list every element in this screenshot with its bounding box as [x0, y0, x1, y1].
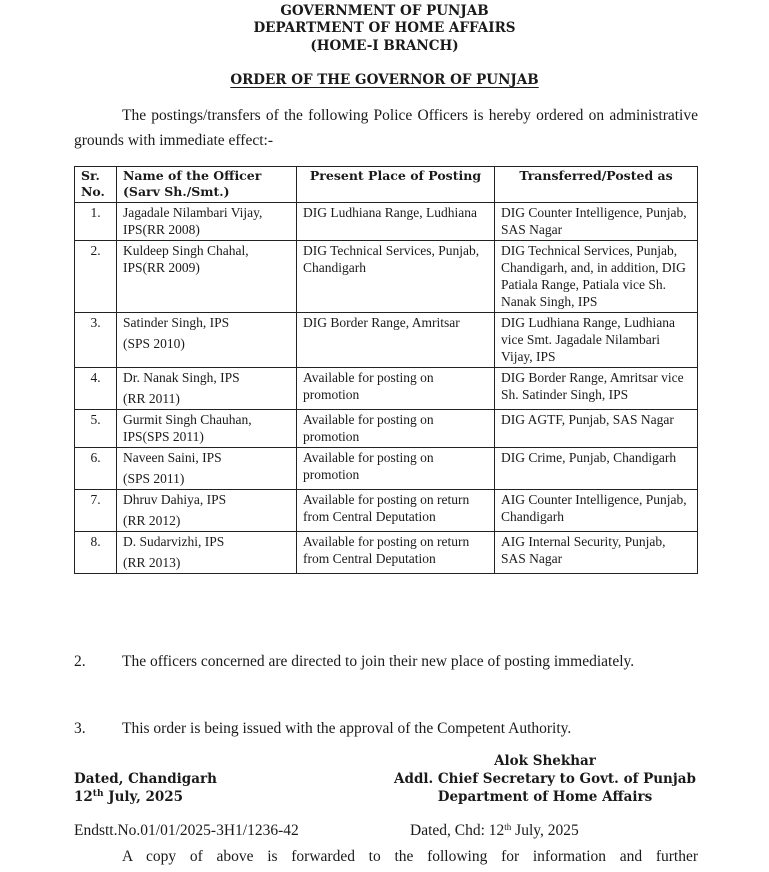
paragraph-text: The officers concerned are directed to join their new place of posting immediately.	[122, 653, 635, 670]
cell-sr: 7.	[75, 490, 117, 532]
cell-transferred-as: DIG Ludhiana Range, Ludhiana vice Smt. Jagadale Nilambari Vijay, IPS	[495, 313, 698, 368]
cell-present-posting: Available for posting on promotion	[297, 368, 495, 410]
signatory-name: Alok Shekhar	[494, 753, 596, 769]
table-row	[75, 241, 698, 313]
header-officer-name	[117, 167, 297, 203]
officer-name: D. Sudarvizhi, IPS	[123, 534, 225, 549]
cell-present-posting: Available for posting on promotion	[297, 410, 495, 448]
header-transferred-as: Transferred/Posted as	[495, 167, 698, 203]
officer-batch: (SPS 2010)	[123, 336, 185, 351]
table-row	[75, 410, 698, 448]
cell-officer-name	[117, 448, 297, 490]
postings-table	[74, 166, 698, 574]
cell-transferred-as: DIG Counter Intelligence, Punjab, SAS Nagar	[495, 203, 698, 241]
header-name-line2: (Sarv Sh./Smt.)	[123, 184, 230, 199]
paragraph-text: This order is being issued with the approval of the Competent Authority.	[122, 720, 572, 737]
cell-transferred-as: AIG Counter Intelligence, Punjab, Chandigarh	[495, 490, 698, 532]
cell-sr: 1.	[75, 203, 117, 241]
signatory-department: Department of Home Affairs	[437, 789, 653, 805]
officer-batch: (RR 2011)	[123, 391, 180, 406]
header-sr-no	[75, 167, 117, 203]
endorsement-date	[410, 820, 579, 842]
header-name-line1: Name of the Officer	[123, 168, 262, 183]
endorsement-date-prefix: Dated, Chd: 12	[410, 822, 505, 839]
officer-batch: (SPS 2011)	[123, 471, 185, 486]
date-suffix: th	[92, 789, 104, 799]
officer-batch: (RR 2012)	[123, 513, 181, 528]
cell-transferred-as: DIG Border Range, Amritsar vice Sh. Satinder Singh, IPS	[495, 368, 698, 410]
order-title-text: ORDER OF THE GOVERNOR OF PUNJAB	[230, 72, 539, 88]
officer-name: Dhruv Dahiya, IPS	[123, 492, 227, 507]
cell-officer-name	[117, 532, 297, 574]
table-row	[75, 532, 698, 574]
paragraph-3	[74, 716, 698, 741]
cell-transferred-as: DIG Technical Services, Punjab, Chandigarh, and, in addition, DIG Patiala Range, Patiala vice Sh. Nanak Singh, IPS	[495, 241, 698, 313]
cell-present-posting: DIG Border Range, Amritsar	[297, 313, 495, 368]
date-day: 12	[74, 789, 93, 805]
paragraph-number: 2.	[74, 653, 86, 670]
cell-sr: 5.	[75, 410, 117, 448]
cell-transferred-as: AIG Internal Security, Punjab, SAS Nagar	[495, 532, 698, 574]
cell-present-posting: DIG Technical Services, Punjab, Chandigarh	[297, 241, 495, 313]
cell-officer-name	[117, 368, 297, 410]
cell-present-posting: Available for posting on return from Central Deputation	[297, 532, 495, 574]
table-row	[75, 203, 698, 241]
cell-present-posting: Available for posting on promotion	[297, 448, 495, 490]
cell-officer-name	[117, 313, 297, 368]
officer-batch: (RR 2013)	[123, 555, 181, 570]
header-government: GOVERNMENT OF PUNJAB	[280, 3, 489, 19]
table-row	[75, 490, 698, 532]
dated-date	[74, 788, 217, 806]
table-row	[75, 313, 698, 368]
cell-transferred-as: DIG Crime, Punjab, Chandigarh	[495, 448, 698, 490]
table-row	[75, 448, 698, 490]
signatory-designation: Addl. Chief Secretary to Govt. of Punjab	[394, 771, 696, 787]
officer-name: Dr. Nanak Singh, IPS	[123, 370, 240, 385]
cell-sr: 3.	[75, 313, 117, 368]
cell-sr: 4.	[75, 368, 117, 410]
paragraph-2	[74, 649, 698, 674]
officer-name: Satinder Singh, IPS	[123, 315, 230, 330]
dated-block	[74, 770, 217, 806]
cell-sr: 6.	[75, 448, 117, 490]
dated-place: Dated, Chandigarh	[74, 771, 217, 787]
table-row	[75, 368, 698, 410]
header-sr-line2: No.	[81, 184, 105, 199]
cell-transferred-as: DIG AGTF, Punjab, SAS Nagar	[495, 410, 698, 448]
cell-officer-name: Kuldeep Singh Chahal, IPS(RR 2009)	[117, 241, 297, 313]
cell-officer-name: Gurmit Singh Chauhan, IPS(SPS 2011)	[117, 410, 297, 448]
cell-officer-name	[117, 490, 297, 532]
paragraph-number: 3.	[74, 720, 86, 737]
header-sr-line1: Sr.	[81, 168, 100, 183]
cell-present-posting: Available for posting on return from Central Deputation	[297, 490, 495, 532]
officer-name: Naveen Saini, IPS	[123, 450, 222, 465]
date-month-year: July, 2025	[108, 789, 184, 805]
table-header-row	[75, 167, 698, 203]
endorsement-date-rest: July, 2025	[515, 822, 579, 839]
endorsement-date-suffix: th	[504, 822, 512, 832]
endorsement-number: Endstt.No.01/01/2025-3H1/1236-42	[74, 822, 299, 839]
order-title	[0, 72, 769, 88]
signature-block	[380, 752, 710, 806]
header-branch: (HOME-I BRANCH)	[310, 38, 459, 54]
copy-forward-text: A copy of above is forwarded to the following for information and further	[122, 848, 698, 865]
cell-sr: 2.	[75, 241, 117, 313]
cell-sr: 8.	[75, 532, 117, 574]
intro-paragraph: The postings/transfers of the following Police Officers is hereby ordered on administrative grounds with immediate effect:-	[74, 107, 698, 149]
header-department: DEPARTMENT OF HOME AFFAIRS	[253, 20, 516, 36]
header-present-posting: Present Place of Posting	[297, 167, 495, 203]
cell-officer-name: Jagadale Nilambari Vijay, IPS(RR 2008)	[117, 203, 297, 241]
cell-present-posting: DIG Ludhiana Range, Ludhiana	[297, 203, 495, 241]
